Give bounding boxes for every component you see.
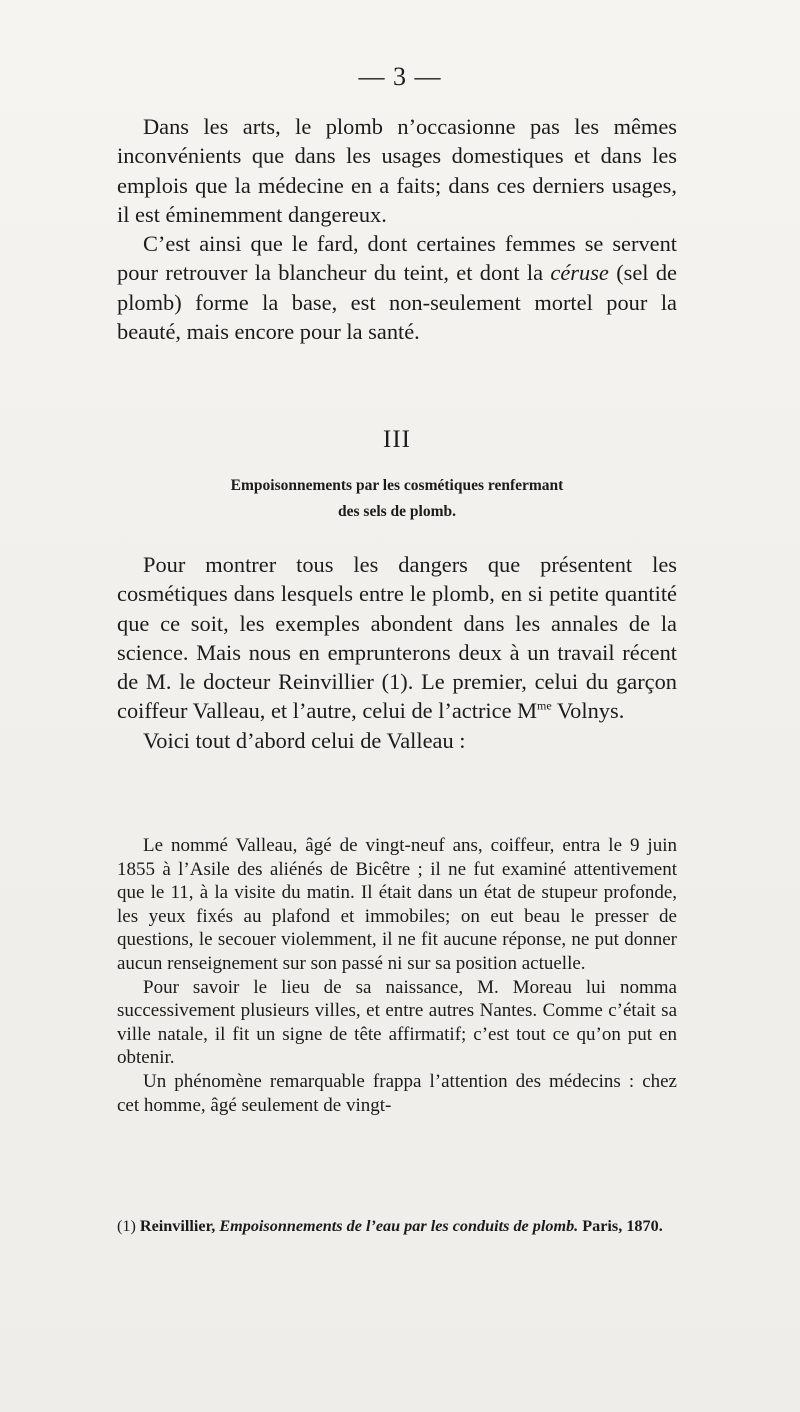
paragraph bbox=[117, 229, 677, 346]
paragraph: Un phénomène remarquable frappa l’attention des médecins : chez cet homme, âgé seulement de vingt- bbox=[117, 1070, 677, 1116]
footnote-author: Reinvillier, bbox=[139, 1217, 216, 1235]
section-title bbox=[117, 473, 677, 525]
paragraph: Le nommé Valleau, âgé de vingt-neuf ans, coiffeur, entra le 9 juin 1855 à l’Asile des aliénés de Bicêtre ; il ne fut examiné attentivement que le 11, à la visite du matin. Il était dans un état de stupeur profonde, les yeux fixés au plafond et immobiles; on eut beau le presser de questions, le secouer violemment, il ne fit aucune réponse, ne put donner aucun renseignement sur son passé ni sur sa position actuelle. bbox=[117, 835, 677, 974]
section-title-line: Empoisonnements par les cosmétiques renfermant bbox=[230, 477, 564, 494]
page-number: — 3 — bbox=[358, 62, 442, 91]
paragraph bbox=[117, 550, 677, 726]
italic-term: céruse bbox=[550, 260, 609, 286]
case-quote bbox=[117, 834, 677, 1117]
footnote-title: Empoisonnements de l’eau par les conduits de plomb. bbox=[215, 1217, 579, 1235]
footnote-place: Paris, 1870. bbox=[578, 1217, 663, 1235]
footnote-marker: (1) bbox=[117, 1217, 140, 1235]
text-span: Pour montrer tous les dangers que présentent les cosmétiques dans lesquels entre le plomb, en si petite quantité que ce soit, les exemples abondent dans les annales de la science. Mais nous en emprunterons deux à un travail récent de M. le docteur Reinvillier (1). Le premier, celui du garçon coiffeur Valleau, et l’autre, celui de l’actrice M bbox=[117, 552, 677, 724]
main-text bbox=[117, 550, 677, 755]
paragraph: Pour savoir le lieu de sa naissance, M. Moreau lui nomma successivement plusieurs villes, et entre autres Nantes. Comme c’était sa ville natale, il fit un signe de tête affirmatif; c’est tout ce qu’on put en obtenir. bbox=[117, 976, 677, 1069]
section-number: III bbox=[383, 426, 411, 453]
text-span: (sel de plomb) forme la base, est non-seulement mortel pour la beauté, mais encore pour la santé. bbox=[117, 260, 677, 345]
intro-text bbox=[117, 112, 677, 346]
superscript: me bbox=[537, 699, 552, 714]
footnote bbox=[117, 1215, 682, 1237]
text-span: Volnys. bbox=[551, 698, 625, 724]
paragraph: Voici tout d’abord celui de Valleau : bbox=[143, 727, 466, 753]
section-heading bbox=[117, 425, 677, 525]
text-span: C’est ainsi que le fard, dont certaines femmes se servent pour retrouver la blancheur du teint, et dont la bbox=[117, 231, 677, 286]
section-title-line: des sels de plomb. bbox=[338, 503, 456, 520]
paragraph: Dans les arts, le plomb n’occasionne pas les mêmes inconvénients que dans les usages domestiques et dans les emplois que la médecine en a faits; dans ces derniers usages, il est éminemment dangereux. bbox=[117, 114, 677, 227]
